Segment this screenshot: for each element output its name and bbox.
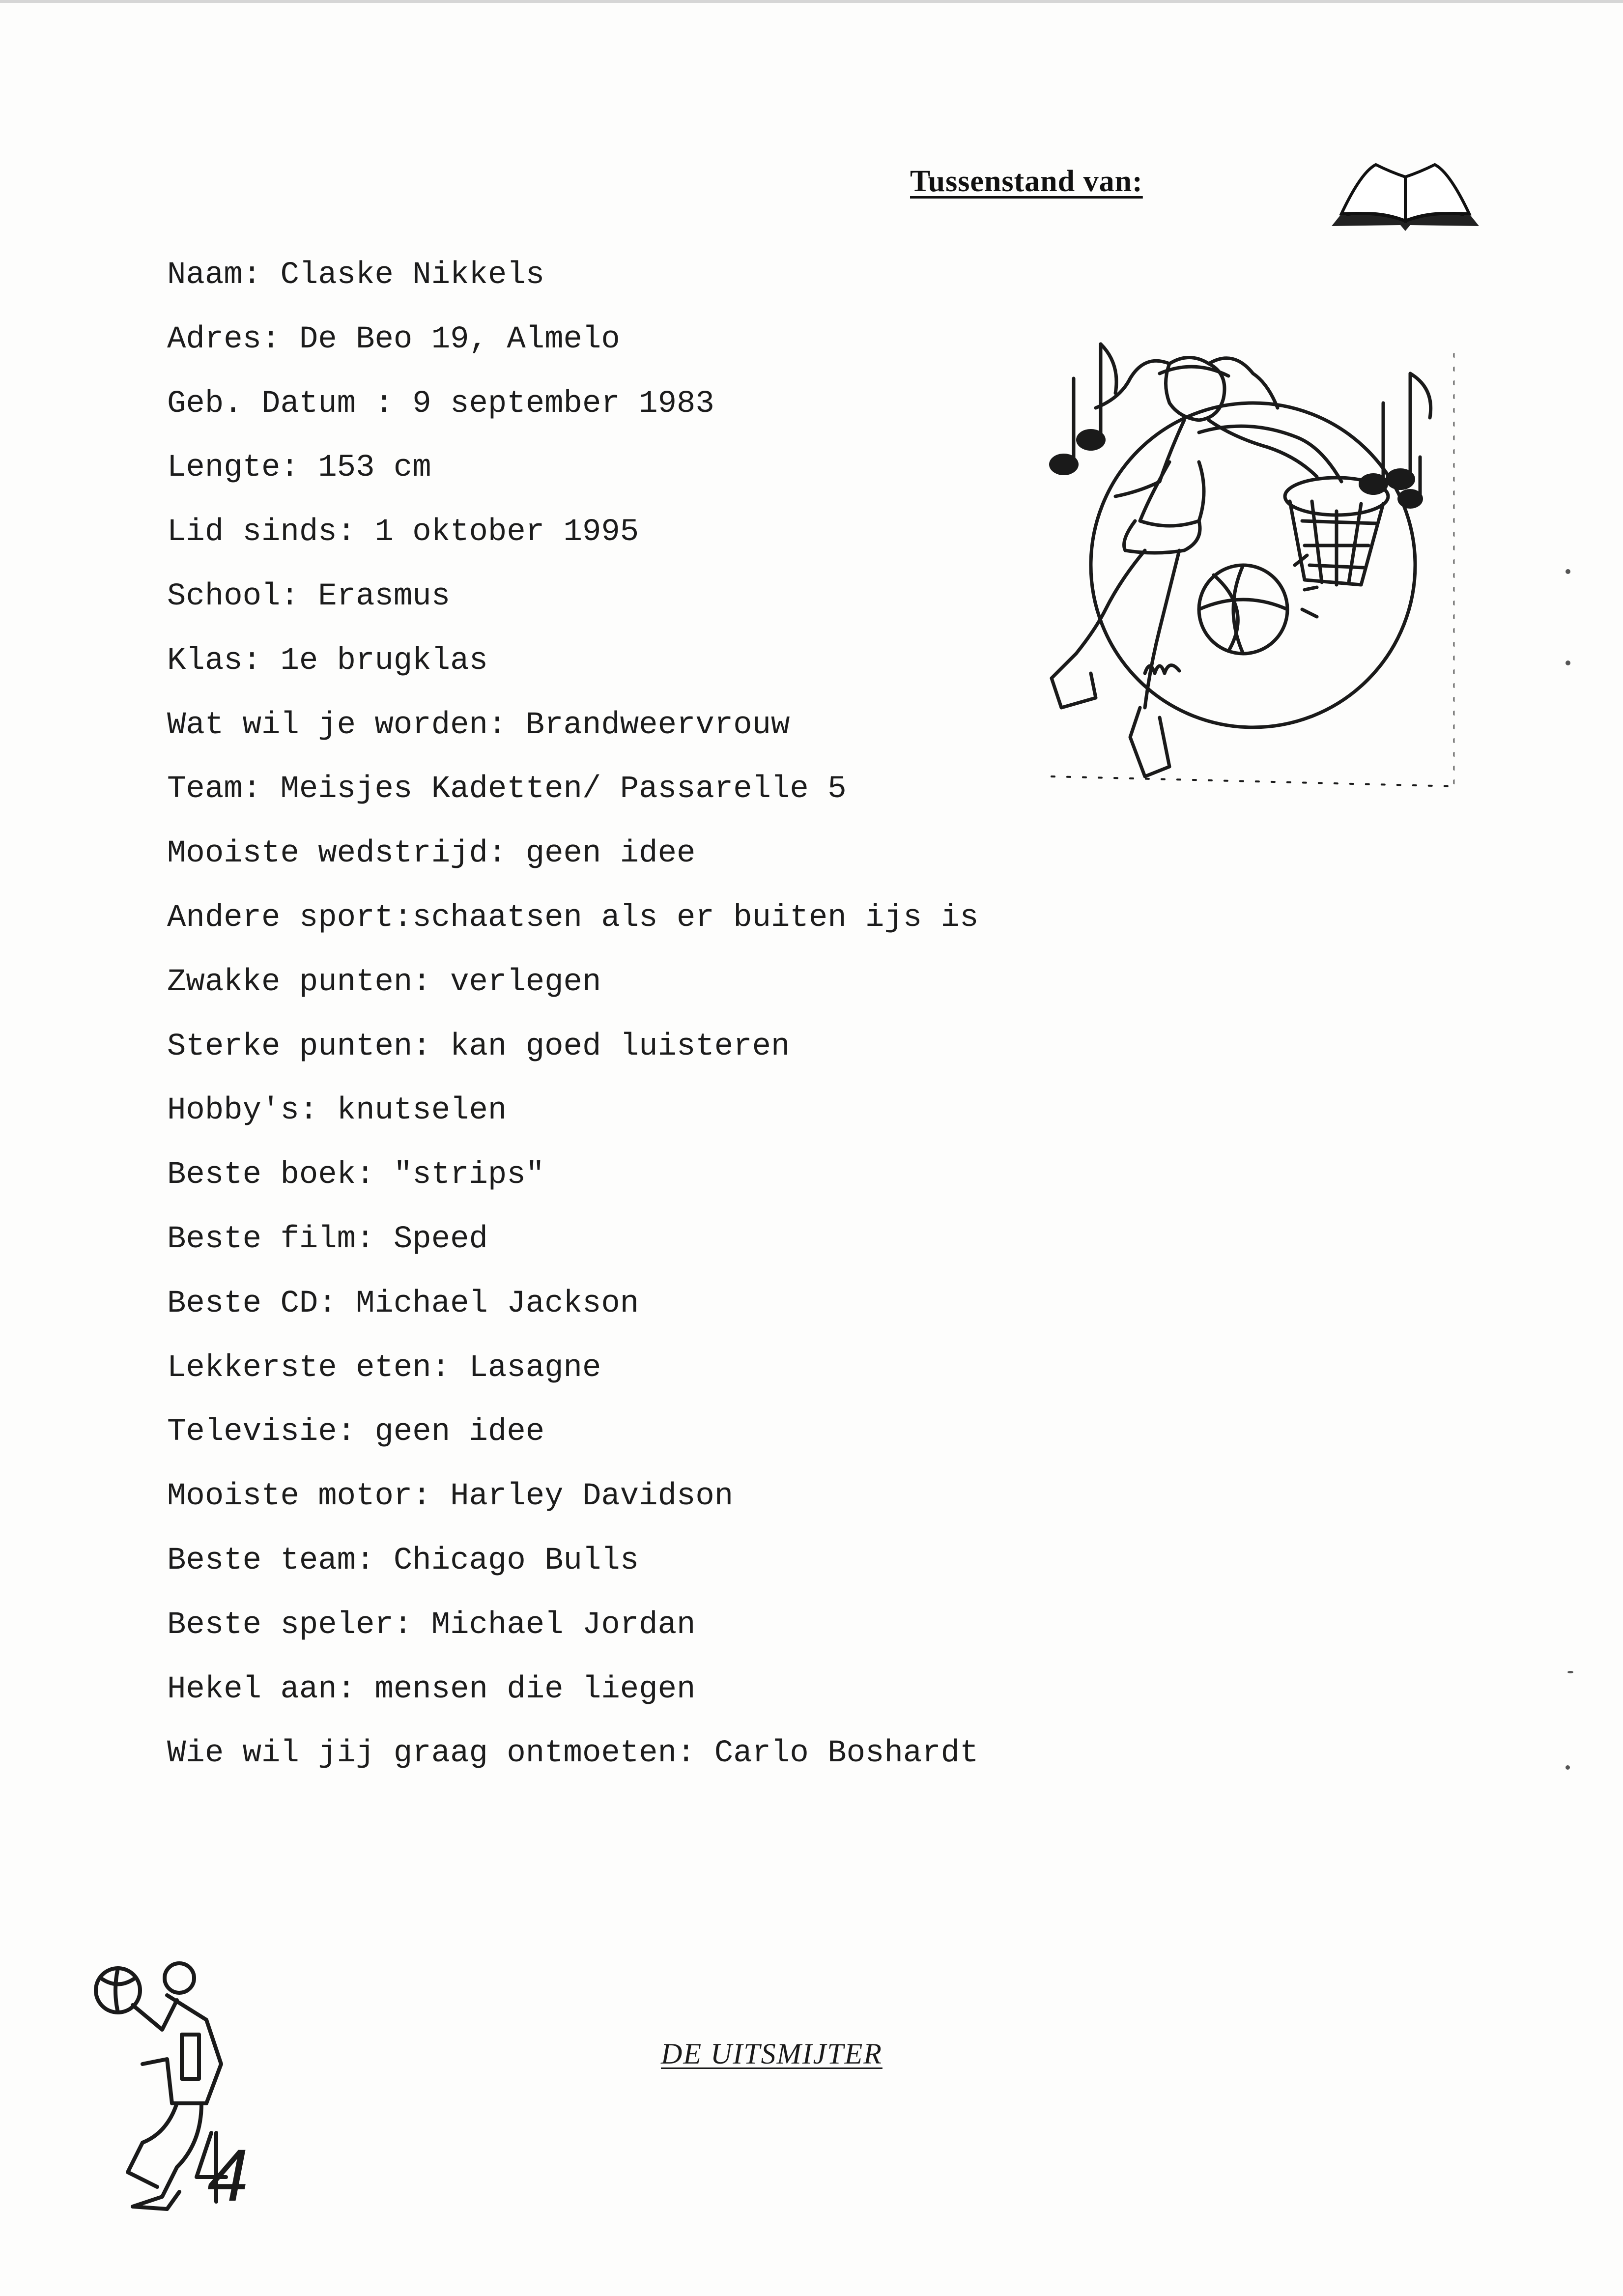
field-value: 153 cm — [318, 450, 431, 486]
field-label: Mooiste motor: — [167, 1479, 431, 1515]
field-value: 9 september 1983 — [412, 386, 714, 422]
profile-line-mooiste-wedstrijd — [167, 834, 1150, 898]
profile-list — [167, 256, 1150, 1798]
field-value: Harley Davidson — [450, 1479, 734, 1515]
profile-line-hobbys — [167, 1091, 1150, 1155]
field-label: Wie wil jij graag ontmoeten: — [167, 1736, 696, 1772]
profile-line-beroep — [167, 706, 1150, 770]
field-value: mensen die liegen — [374, 1671, 696, 1707]
field-label: Lekkerste eten: — [167, 1350, 451, 1386]
field-label: Beste speler: — [167, 1607, 413, 1643]
profile-line-lengte — [167, 448, 1150, 513]
profile-line-lid-sinds — [167, 513, 1150, 577]
field-value: Speed — [393, 1221, 488, 1257]
field-label: Televisie: — [167, 1414, 356, 1450]
profile-line-team — [167, 770, 1150, 834]
field-label: Beste CD: — [167, 1286, 337, 1321]
field-label: Naam: — [167, 258, 262, 293]
field-label: Beste boek: — [167, 1157, 375, 1193]
field-value: schaatsen als er buiten ijs is — [412, 900, 979, 936]
profile-line-hekel-aan — [167, 1670, 1150, 1734]
field-label: Geb. Datum : — [167, 386, 394, 422]
field-label: Beste film: — [167, 1221, 375, 1257]
field-label: Team: — [167, 772, 262, 807]
field-value: Erasmus — [318, 578, 451, 614]
field-value: Michael Jordan — [431, 1607, 696, 1643]
field-label: Wat wil je worden: — [167, 707, 507, 743]
scan-speck — [1566, 1765, 1570, 1770]
field-value: Lasagne — [469, 1350, 601, 1386]
field-value: De Beo 19, Almelo — [299, 321, 620, 357]
field-label: Hobby's: — [167, 1093, 318, 1129]
profile-line-school — [167, 577, 1150, 641]
profile-line-beste-speler — [167, 1606, 1150, 1670]
field-label: Beste team: — [167, 1543, 375, 1578]
field-label: Zwakke punten: — [167, 964, 431, 1000]
field-value: Carlo Boshardt — [714, 1736, 979, 1772]
open-book-icon — [1327, 157, 1484, 231]
profile-line-mooiste-motor — [167, 1477, 1150, 1541]
field-label: Andere sport: — [167, 900, 413, 936]
field-value: "strips" — [393, 1157, 545, 1193]
field-label: School: — [167, 578, 299, 614]
field-value: 1e brugklas — [280, 643, 488, 679]
profile-line-adres — [167, 320, 1150, 384]
profile-line-beste-boek — [167, 1155, 1150, 1220]
profile-line-televisie — [167, 1412, 1150, 1477]
field-value: Chicago Bulls — [393, 1543, 639, 1578]
page-number: 4 — [207, 2134, 249, 2216]
profile-line-naam — [167, 256, 1150, 320]
field-label: Lengte: — [167, 450, 299, 486]
newsletter-title: DE UITSMIJTER — [661, 2038, 883, 2070]
basketball-player-illustration — [93, 1956, 256, 2216]
profile-line-andere-sport — [167, 898, 1150, 963]
field-value: kan goed luisteren — [450, 1029, 790, 1064]
field-value: Brandweervrouw — [525, 707, 790, 743]
field-value: 1 oktober 1995 — [374, 515, 639, 550]
profile-line-zwakke-punten — [167, 963, 1150, 1027]
girl-dunking-basketball-illustration — [1022, 334, 1454, 806]
profile-line-sterke-punten — [167, 1027, 1150, 1091]
field-label: Hekel aan: — [167, 1671, 356, 1707]
profile-line-klas — [167, 641, 1150, 706]
field-label: Lid sinds: — [167, 515, 356, 550]
profile-line-beste-cd — [167, 1284, 1150, 1349]
page-top-edge — [0, 0, 1623, 3]
scan-speck — [1567, 1671, 1573, 1673]
profile-line-ontmoeten — [167, 1734, 1150, 1798]
field-label: Adres: — [167, 321, 281, 357]
profile-line-beste-film — [167, 1220, 1150, 1284]
field-value: Meisjes Kadetten/ Passarelle 5 — [280, 772, 847, 807]
profile-line-geboortedatum — [167, 384, 1150, 449]
field-value: verlegen — [450, 964, 601, 1000]
profile-line-lekkerste-eten — [167, 1349, 1150, 1413]
field-value: Claske Nikkels — [280, 258, 545, 293]
field-value: geen idee — [525, 836, 696, 872]
field-label: Klas: — [167, 643, 262, 679]
field-label: Sterke punten: — [167, 1029, 431, 1064]
field-value: knutselen — [337, 1093, 507, 1129]
profile-line-beste-team — [167, 1541, 1150, 1606]
scan-speck — [1566, 569, 1570, 574]
field-label: Mooiste wedstrijd: — [167, 836, 507, 872]
scan-speck — [1566, 660, 1570, 665]
field-value: Michael Jackson — [356, 1286, 639, 1321]
page-heading: Tussenstand van: — [910, 165, 1143, 198]
field-value: geen idee — [374, 1414, 545, 1450]
